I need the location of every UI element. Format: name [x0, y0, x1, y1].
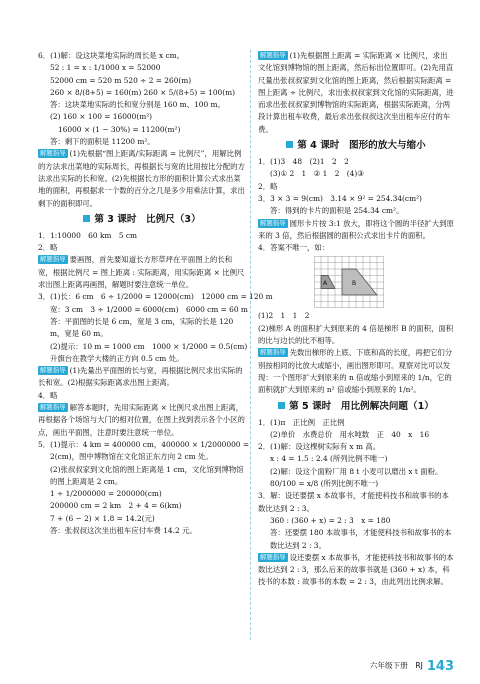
l5-q2-1: 2．(1)解：设这棵树实际有 x m 高。 [258, 442, 381, 452]
l5-q2-2-proportion: 80/100 = x/8 (所列比例不唯一) [270, 479, 379, 489]
hint-block [38, 148, 246, 209]
l3-q5-1-cont: 2(cm)，图中博物馆在文化馆正东方向 2 cm 处。 [50, 452, 213, 462]
l3-q2: 2．略 [38, 243, 58, 253]
hint-block [258, 552, 454, 589]
lesson-5-title: 第 5 课时 用比例解决问题（1） [258, 398, 454, 416]
l3-q3-width: 宽：3 cm 3 ÷ 1/2000 = 6000(cm) 6000 cm = 60 m [50, 304, 248, 314]
lesson-4-title: 第 4 课时 图形的放大与缩小 [258, 137, 454, 155]
hint-text: 解答本题时，先用实际距离 × 比例尺求出图上距离，再根据各个场馆与大门的相对位置，在图上找到表示各个小区的点，画出平面图，注意时要注意统一单位。 [38, 403, 245, 437]
q6-1-line: 6．(1)解：设这块菜地实际的周长是 x cm。 [38, 51, 185, 60]
label-a: A [323, 280, 328, 288]
label-b: B [352, 280, 357, 288]
hint-text: 设还要摆 x 本故事书，才能使科技书和故事书的本数比达到 2 : 3，那么后来的故事书就是 (360 + x) 本，科技书的本数 : 故事书的本数 = 2 : 3，由此列出比例求解。 [258, 552, 454, 587]
left-column [38, 50, 273, 537]
right-column [258, 50, 454, 589]
page-footer [370, 660, 454, 674]
l5-q3: 3．解：设还要摆 x 本故事书，才能使科技书和故事书的本数比达到 2 : 3。 [258, 491, 449, 513]
q6-1-answer: 答：这块菜地实际的长和宽分别是 160 m、100 m。 [50, 100, 225, 110]
hint-text: 先数出梯形的上底、下底和高的长度，再把它们分别按相同的比放大或缩小，画出图形即可。观察对比可以发现：一个图形扩大到原来的 n 倍或缩小到原来的 1/n，它的面积就扩大到原来的 n² 倍或缩小到原来的 1/n²。 [258, 348, 453, 395]
grade-label: 六年级下册 RJ [369, 661, 423, 670]
hint-block [38, 254, 246, 291]
l3-q5-2-fare: 7 + (6 − 2) × 1.8 = 14.2(元) [50, 513, 155, 523]
l5-q3-calc: 360 : (360 + x) = 2 : 3 x = 180 [270, 515, 391, 525]
hint-tag: 解题指导 [260, 348, 286, 357]
l4-q1-3: (3)① 2 1 ② 1 2 (4)③ [270, 169, 364, 179]
square-bullet-icon [83, 215, 90, 222]
l3-q3-1: 3．(1)长：6 cm 6 ÷ 1/2000 = 12000(cm) 12000 cm = 120 m [38, 292, 273, 302]
l4-q3: 3．3 × 3 = 9(cm) 3.14 × 9² = 254.34(cm²) [258, 193, 422, 203]
hint-text: (1)先量出平面图的长与宽，再根据比例尺求出实际的长和宽。(2)根据实际距离求出图上距离。 [38, 366, 243, 388]
hint-tag: 解题指导 [260, 51, 286, 59]
l5-q1-2: (2)单价 水费总价 用水吨数 正 40 x 16 [270, 429, 430, 439]
l3-q5-2-calc: 1 ÷ 1/2000000 = 200000(cm) [50, 489, 162, 499]
q6-1-split: 260 × 8/(8+5) = 160(m) 260 × 5/(8+5) = 100(m) [50, 87, 236, 97]
q6-2-area: (2) 160 × 100 = 16000(m²) [50, 112, 153, 122]
square-bullet-icon [278, 402, 285, 409]
hint-tag: 解题指导 [40, 255, 66, 264]
l3-q5-1: 5．(1)提示：4 km = 400000 cm，400000 × 1/2000000 = [38, 439, 250, 449]
l5-q2-2: (2)解：设这个面粉厂用 8 t 小麦可以磨出 x t 面粉。 [270, 466, 443, 476]
l3-q1: 1．1:10000 60 km 5 cm [38, 230, 138, 240]
l4-q4-1: (1)2 1 1 2 [258, 311, 310, 321]
hint-block [258, 50, 454, 136]
q6-1-proportion: 52 : 1 = x : 1/1000 x = 52000 [50, 63, 161, 73]
l3-q5-2: (2)张叔叔家到文化馆的图上距离是 1 cm，文化馆到博物馆的图上距离是 2 cm。 [50, 464, 244, 486]
trapezoid-grid-figure [314, 256, 384, 308]
lesson-3-title: 第 3 课时 比例尺（3） [38, 211, 246, 229]
hint-text: 要画图，首先要知道长方形草坪在平面图上的长和宽，根据比例尺 = 图上距离 : 实际距离，用实际距离 × 比例尺求出图上距离再画图，解题时要注意统一单位。 [38, 255, 245, 290]
l5-q1: 1．(1)π 正比例 正比例 [258, 417, 345, 427]
l3-q3-2-answer: 升旗台在教学大楼的正方向 0.5 cm 处。 [50, 353, 184, 363]
q6-2-answer: 答：剩下的面积是 11200 m²。 [50, 137, 155, 147]
q6-1-convert: 52000 cm = 520 m 520 ÷ 2 = 260(m) [50, 75, 192, 85]
hint-block [38, 365, 246, 390]
trapezoid-grid-svg [314, 256, 384, 308]
l4-q3-answer: 答：得到的卡片的面积是 254.34 cm²。 [270, 206, 404, 216]
l5-q3-answer: 答：还要摆 180 本故事书，才能使科技书和故事书的本数比达到 2 : 3。 [270, 528, 452, 550]
l4-q1: 1．(1)3 48 (2)1 2 2 [258, 157, 349, 167]
hint-text: (1)先根据“图上距离/实际距离 = 比例尺”，用解比例的方法求出菜地的实际周长，再根据长与宽的比用按比分配的方法求出实际的长和宽。(2)先根据长方形的面积计算公式求出菜地的面积，再根据求一个数的百分之几是多少用乘法计算，求出剩下的面积即可。 [38, 149, 245, 208]
l3-q5-2-km: 200000 cm = 2 km 2 + 4 = 6(km) [50, 501, 182, 511]
hint-block [258, 218, 454, 243]
hint-tag: 解题指导 [40, 149, 66, 158]
hint-tag: 解题指导 [40, 403, 66, 412]
q6-2-remaining: 16000 × (1 − 30%) = 11200(m²) [58, 124, 181, 134]
l3-q3-2: (2)提示：10 m = 1000 cm 1000 × 1/2000 = 0.5(cm) [50, 341, 248, 351]
hint-block [258, 347, 454, 396]
hint-text: 圆形卡片按 3:1 放大，即将这个圆的半径扩大到原来的 3 倍，然后根据圆的面积公式求出卡片的面积。 [258, 218, 454, 240]
hint-tag: 解题指导 [260, 218, 286, 227]
hint-tag: 解题指导 [40, 366, 66, 375]
l5-q2-1-proportion: x : 4 = 1.5 : 2.4 (所列比例不唯一) [270, 454, 388, 464]
l3-q3-answer: 答：平面图的长是 6 cm，宽是 3 cm，实际的长是 120 m，宽是 60 m。 [50, 316, 234, 339]
page-number: 143 [426, 659, 454, 674]
hint-block [38, 402, 246, 439]
l4-q2: 2．略 [258, 181, 278, 191]
square-bullet-icon [286, 141, 293, 148]
l3-q5-2-answer: 答：张叔叔这次坐出租车应付车费 14.2 元。 [50, 525, 197, 535]
hint-tag: 解题指导 [260, 552, 286, 561]
column-divider [250, 50, 251, 640]
l3-q4: 4．略 [38, 390, 58, 400]
l4-q4-2: (2)梯形 A 的面积扩大到原来的 4 倍是梯形 B 的面积，面积的比与边长的比不相等。 [258, 323, 454, 346]
l4-q4: 4．答案不唯一，如： [258, 243, 330, 253]
hint-text: (1)先根据图上距离 = 实际距离 × 比例尺，求出文化馆到博物馆的图上距离，然后标出位置即可。(2)先用直尺量出张叔叔家到文化馆的图上距离，然后根据实际距离 = 图上距离 ÷ 比例尺，求出张叔叔家到文化馆的实际距离，进而求出张叔叔家到博物馆的实际距离，根据实际距离，分两段计算出租车收费，最后求出张叔叔这次坐出租车应付的车费。 [258, 51, 454, 134]
